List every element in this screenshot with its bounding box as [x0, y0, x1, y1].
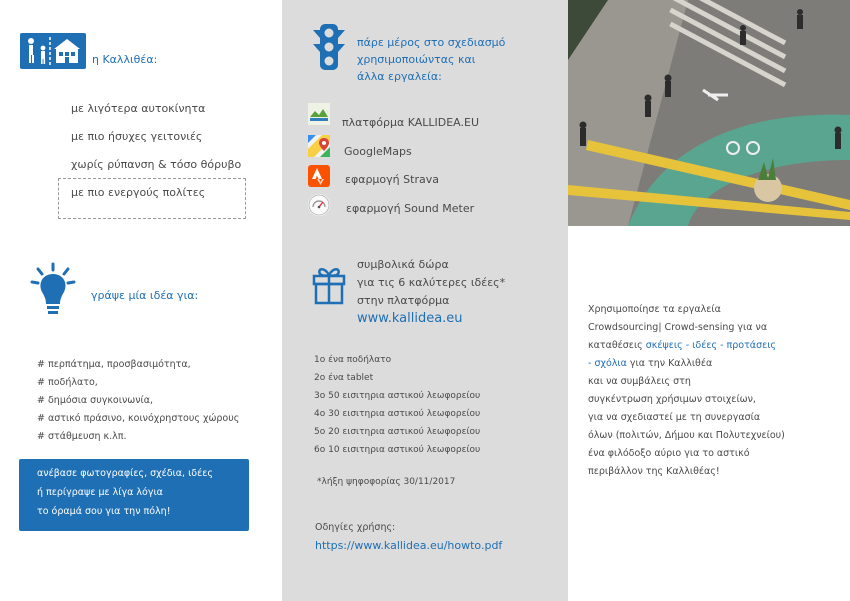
traffic-light-icon: [310, 22, 348, 76]
desc-text: για την Καλλιθέα: [626, 358, 713, 369]
desc-line: [588, 355, 785, 373]
goal-item: με πιο ενεργούς πολίτες: [71, 186, 206, 199]
instructions-label: Οδηγίες χρήσης:: [315, 522, 396, 533]
right-panel: [568, 0, 850, 601]
kallithea-heading: η Καλλιθέα:: [92, 53, 158, 66]
desc-highlight: σκέψεις - ιδέες - προτάσεις: [645, 340, 777, 351]
desc-highlight: - σχόλια: [588, 358, 627, 369]
topic-item: # στάθμευση κ.λπ.: [37, 431, 127, 442]
description-paragraph: [588, 301, 785, 481]
topic-item: # περπάτημα, προσβασιμότητα,: [37, 359, 191, 370]
prize-item: 2ο ένα tablet: [314, 373, 374, 383]
topic-item: # ποδήλατο,: [37, 377, 98, 388]
left-panel: [0, 0, 282, 601]
city-pedestrian-icon: [20, 33, 86, 69]
desc-line: Χρησιμοποίησε τα εργαλεία: [588, 304, 721, 315]
prize-item: 1ο ένα ποδήλατο: [314, 355, 392, 365]
desc-text: καταθέσεις: [588, 340, 646, 351]
goal-item: με λιγότερα αυτοκίνητα: [71, 102, 206, 115]
instructions-link[interactable]: https://www.kallidea.eu/howto.pdf: [315, 539, 503, 552]
gifts-heading-line: συμβολικά δώρα: [357, 258, 449, 271]
street-photo: [568, 0, 850, 226]
callout-line: ή περίγραψε με λίγα λόγια: [37, 487, 163, 498]
desc-line: [588, 337, 785, 355]
tool-label: πλατφόρμα KALLIDEA.EU: [342, 116, 480, 129]
upload-callout: [19, 459, 249, 531]
desc-line: συγκέντρωση χρήσιμων στοιχείων,: [588, 394, 756, 405]
deadline-note: *λήξη ψηφοφορίας 30/11/2017: [317, 477, 456, 487]
kallidea-logo-icon: [308, 103, 330, 125]
goal-item: με πιο ήσυχες γειτονιές: [71, 130, 203, 143]
callout-line: το όραμά σου για την πόλη!: [37, 506, 171, 517]
desc-line: Crowdsourcing| Crowd-sensing για να: [588, 322, 768, 333]
tools-heading-line: χρησιμοποιώντας και: [357, 53, 476, 66]
gift-icon: [312, 265, 346, 309]
prize-item: 5ο 20 εισιτηρια αστικού λεωφορείου: [314, 427, 481, 437]
gifts-heading-line: για τις 6 καλύτερες ιδέες*: [357, 276, 506, 289]
goal-item: χωρίς ρύπανση & τόσο θόρυβο: [71, 158, 242, 171]
desc-line: για να σχεδιαστεί με τη συνεργασία: [588, 412, 761, 423]
sound-meter-icon: [308, 194, 330, 216]
tool-label: GoogleMaps: [344, 145, 412, 158]
tool-label: εφαρμογή Strava: [345, 173, 439, 186]
desc-line: και να συμβάλεις στη: [588, 376, 691, 387]
idea-heading: γράψε μία ιδέα για:: [91, 289, 199, 302]
topic-item: # δημόσια συγκοινωνία,: [37, 395, 154, 406]
gifts-link[interactable]: www.kallidea.eu: [357, 311, 463, 326]
strava-icon: [308, 165, 330, 187]
lightbulb-icon: [30, 262, 76, 324]
prize-item: 6ο 10 εισιτηρια αστικού λεωφορείου: [314, 445, 481, 455]
topic-item: # αστικό πράσινο, κοινόχρηστους χώρους: [37, 413, 240, 424]
middle-panel: [282, 0, 568, 601]
prize-item: 3ο 50 εισιτηρια αστικού λεωφορείου: [314, 391, 481, 401]
desc-line: ένα φιλόδοξο αύριο για το αστικό: [588, 448, 750, 459]
tools-heading-line: πάρε μέρος στο σχεδιασμό: [357, 36, 506, 49]
gifts-heading-line: στην πλατφόρμα: [357, 294, 450, 307]
desc-line: περιβάλλον της Καλλιθέας!: [588, 466, 720, 477]
tools-heading-line: άλλα εργαλεία:: [357, 70, 442, 83]
google-maps-icon: [308, 135, 330, 157]
desc-line: όλων (πολιτών, Δήμου και Πολυτεχνείου): [588, 430, 785, 441]
callout-line: ανέβασε φωτογραφίες, σχέδια, ιδέες: [37, 468, 213, 479]
prize-item: 4ο 30 εισιτηρια αστικού λεωφορείου: [314, 409, 481, 419]
tool-label: εφαρμογή Sound Meter: [346, 202, 475, 215]
